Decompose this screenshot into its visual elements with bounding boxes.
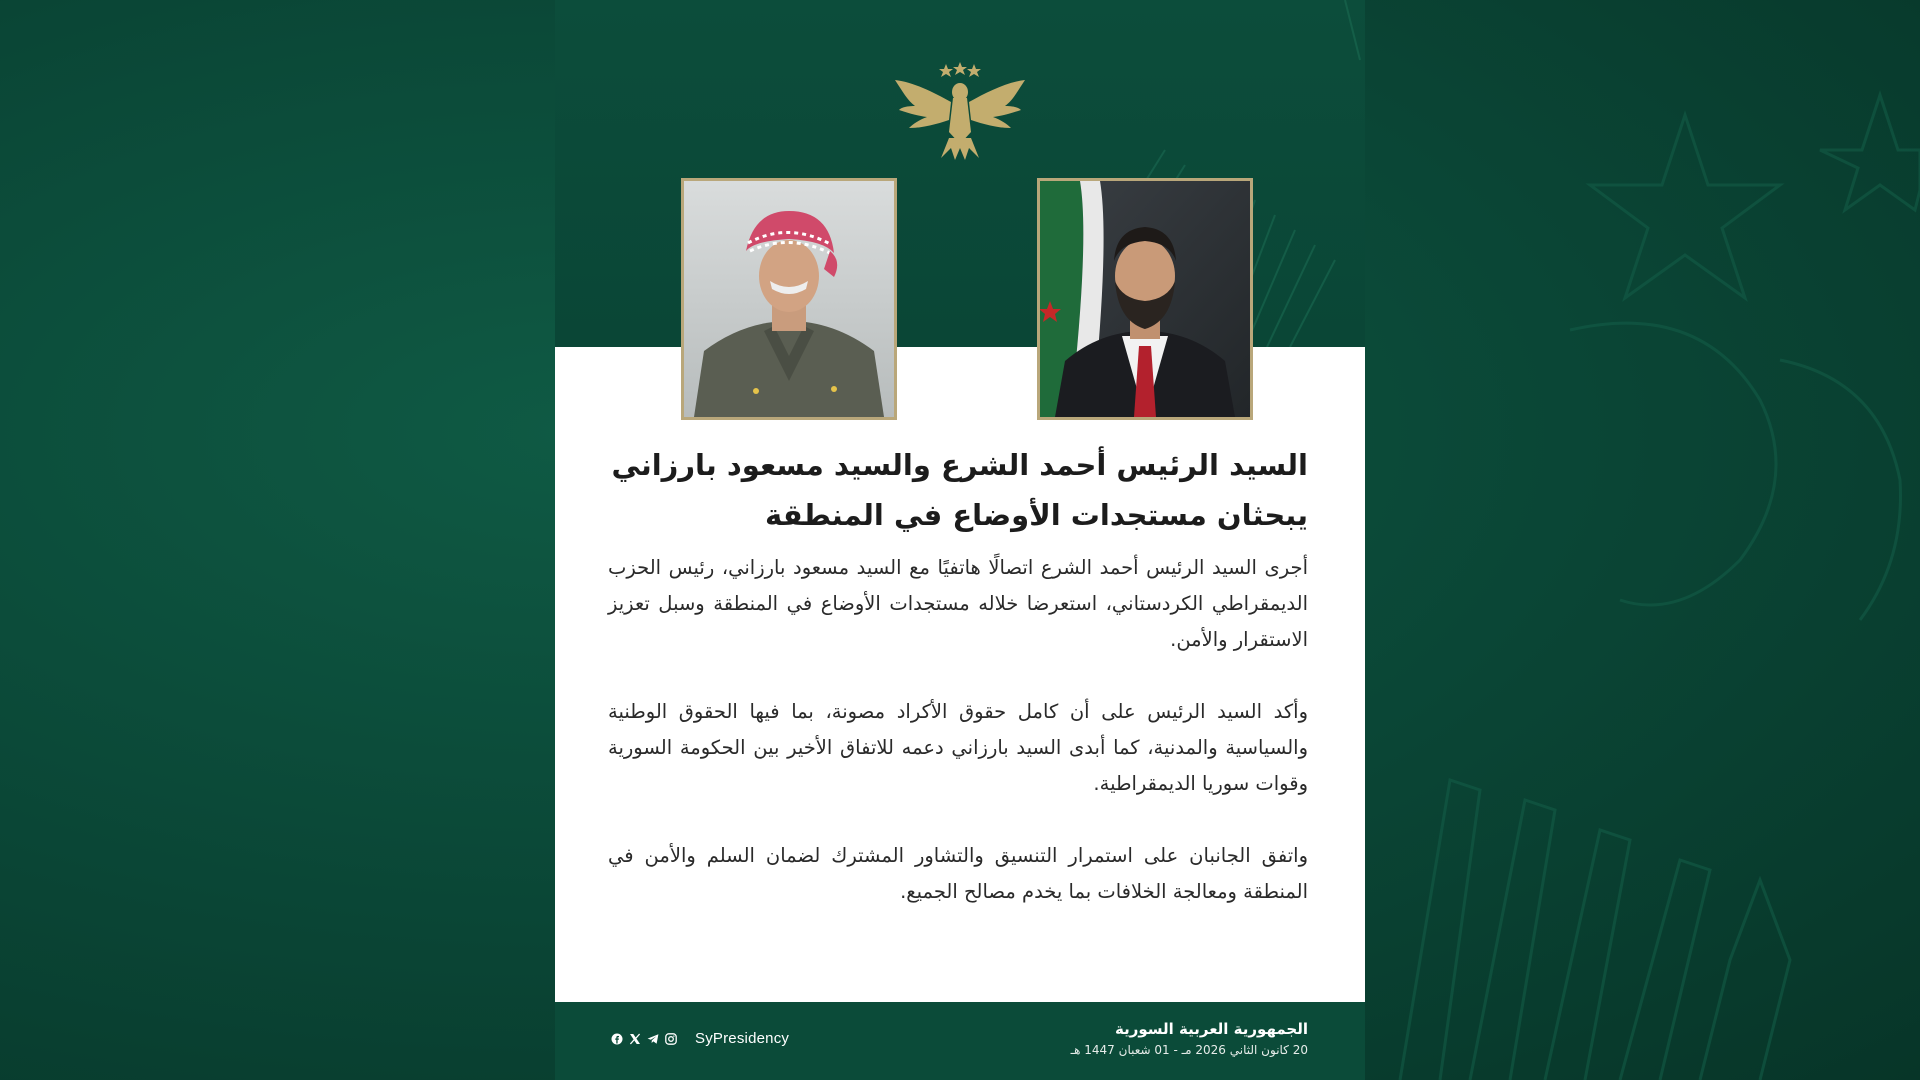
card-footer bbox=[555, 1002, 1365, 1080]
portrait-ahmed-al-sharaa bbox=[1037, 178, 1253, 420]
facebook-icon[interactable] bbox=[611, 1033, 623, 1045]
headline-line-2: يبحثان مستجدات الأوضاع في المنطقة bbox=[765, 498, 1308, 532]
paragraph-1: أجرى السيد الرئيس أحمد الشرع اتصالًا هاتفيًا مع السيد مسعود بارزاني، رئيس الحزب الديمقراطي الكردستاني، استعرضا خلاله مستجدات الأوضاع في المنطقة وسبل تعزيز الاستقرار والأمن. bbox=[608, 556, 1308, 651]
paragraph-2: وأكد السيد الرئيس على أن كامل حقوق الأكراد مصونة، بما فيها الحقوق الوطنية والسياسية والمدنية، كما أبدى السيد بارزاني دعمه للاتفاق الأخير بين الحكومة السورية وقوات سوريا الديمقراطية. bbox=[608, 700, 1308, 795]
article-body bbox=[608, 550, 1308, 946]
social-links bbox=[611, 1030, 789, 1047]
social-handle[interactable]: SyPresidency bbox=[695, 1030, 790, 1047]
headline-line-1: السيد الرئيس أحمد الشرع والسيد مسعود بارزاني bbox=[611, 448, 1308, 482]
x-icon[interactable] bbox=[629, 1033, 641, 1045]
paragraph-3: واتفق الجانبان على استمرار التنسيق والتشاور المشترك لضمان السلم والأمن في المنطقة ومعالجة الخلافات بما يخدم مصالح الجميع. bbox=[608, 844, 1308, 903]
instagram-icon[interactable] bbox=[665, 1033, 677, 1045]
footer-brand bbox=[1071, 1018, 1308, 1060]
headline bbox=[608, 440, 1308, 540]
footer-brand-title: الجمهورية العربية السورية bbox=[1115, 1020, 1308, 1038]
telegram-icon[interactable] bbox=[647, 1033, 659, 1045]
footer-date: 20 كانون الثاني 2026 مـ - 01 شعبان 1447 هـ bbox=[1070, 1043, 1308, 1057]
eagle-emblem-icon bbox=[893, 62, 1027, 162]
announcement-card bbox=[555, 0, 1365, 1080]
portrait-masoud-barzani bbox=[681, 178, 897, 420]
